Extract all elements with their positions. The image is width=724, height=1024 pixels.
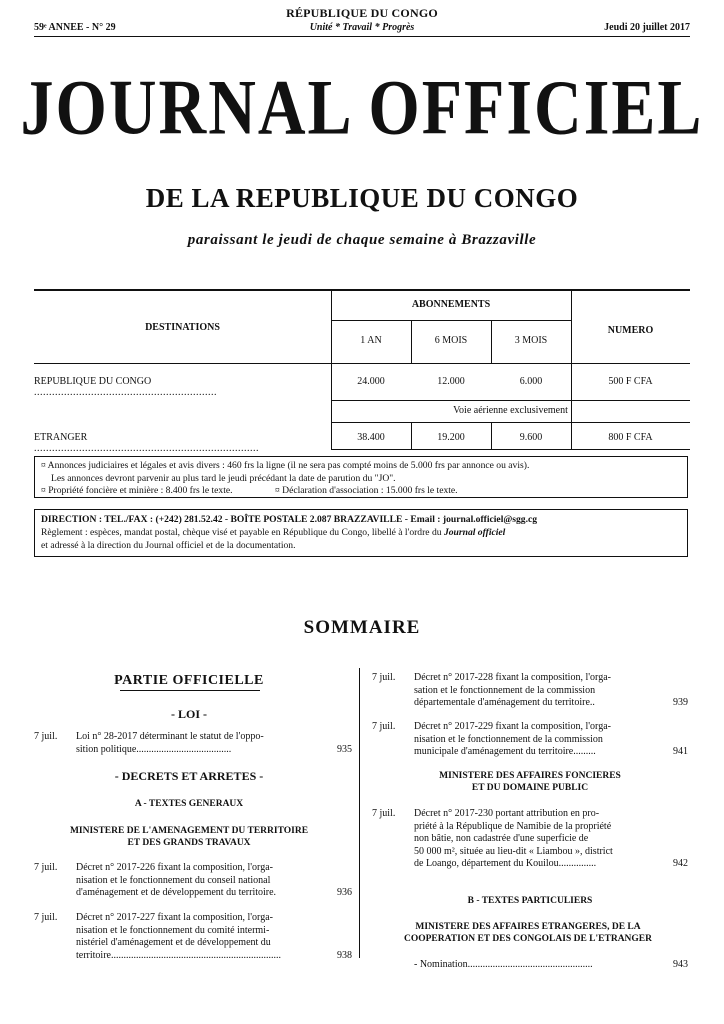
entry-line [76, 950, 281, 963]
entry-line: priété à la République de Namibie de la propriété [414, 820, 612, 832]
country-name: RÉPUBLIQUE DU CONGO [286, 6, 438, 20]
air-note: Voie aérienne exclusivement [453, 405, 568, 416]
etranger-6mois: 19.200 [437, 432, 465, 443]
ministere-line: COOPERATION ET DES CONGOLAIS DE L'ETRANGER [403, 934, 653, 944]
period-1an: 1 AN [360, 335, 382, 346]
table-hline [331, 449, 690, 450]
toc-entry-decret-228 [372, 672, 688, 712]
entry-line: Loi n° 28-2017 déterminant le statut de l'oppo- [76, 731, 264, 742]
destination-etranger [34, 432, 314, 454]
entry-line: Décret n° 2017-227 fixant la composition, l'orga- [76, 912, 273, 923]
entry-date: 7 juil. [372, 672, 396, 683]
entry-page: 939 [673, 697, 688, 708]
congo-6mois: 12.000 [437, 376, 465, 387]
etranger-numero: 800 F CFA [608, 432, 653, 443]
toc-entry-decret-229 [372, 721, 688, 761]
ministere-line: MINISTERE DES AFFAIRES ETRANGERES, DE LA [415, 922, 641, 932]
toc-entry-decret-230 [372, 808, 688, 874]
entry-line: Décret n° 2017-226 fixant la composition, l'orga- [76, 862, 273, 873]
entry-text: territoire [76, 949, 111, 961]
entry-line [76, 744, 231, 757]
entry-line: municipale d'aménagement du territoire......... [414, 746, 596, 757]
congo-1an: 24.000 [357, 376, 385, 387]
entry-page: 938 [337, 949, 352, 961]
congo-3mois: 6.000 [519, 376, 543, 387]
issue-date: Jeudi 20 juillet 2017 [604, 22, 690, 33]
toc-entry-decret-227 [34, 912, 352, 964]
header-rule [34, 36, 690, 37]
textes-generaux: A - TEXTES GENERAUX [134, 799, 244, 809]
destinations-header: DESTINATIONS [145, 322, 220, 333]
period-6mois: 6 MOIS [434, 335, 468, 346]
journal-subtitle: DE LA REPUBLIQUE DU CONGO [145, 183, 579, 213]
table-hline [331, 400, 690, 401]
notices-box [34, 456, 688, 498]
table-vline [331, 291, 332, 449]
leader-dots: ............................................................. [34, 387, 217, 398]
column-divider [359, 668, 360, 958]
issue-number: 59ᵉ ANNEE - N° 29 [34, 22, 116, 33]
national-motto: Unité * Travail * Progrès [309, 22, 415, 33]
leader-dots: ........................................................................... [34, 443, 259, 454]
notice-fees [41, 485, 681, 498]
journal-tagline: paraissant le jeudi de chaque semaine à Brazzaville [187, 232, 537, 248]
notice-association: ¤ Déclaration d'association : 15.000 frs le texte. [274, 485, 458, 496]
entry-page: 943 [673, 959, 688, 970]
leader-dots: .................................................. [467, 959, 593, 970]
entry-line: nisation et le fonctionnement de la commission [414, 733, 603, 745]
etranger-3mois: 9.600 [519, 432, 543, 443]
reglement-text: Règlement : espèces, mandat postal, chèque visé et payable en République du Congo, libellé à l'ordre du [41, 527, 444, 538]
entry-text: - Nomination [414, 959, 468, 970]
entry-page: 935 [337, 743, 352, 755]
entry-date: 7 juil. [372, 721, 396, 732]
entry-page: 936 [337, 887, 352, 898]
entry-line: départementale d'aménagement du territoire.. [414, 697, 595, 708]
congo-numero: 500 F CFA [608, 376, 653, 387]
ministere-foncieres [372, 770, 688, 794]
destination-label: ETRANGER [34, 432, 88, 443]
destination-congo [34, 376, 314, 398]
table-vline [571, 291, 572, 449]
table-hline [331, 320, 571, 321]
toc-entry-decret-226 [34, 862, 352, 902]
entry-line: sation et le fonctionnement de la commission [414, 684, 596, 696]
ministere-line: MINISTERE DES AFFAIRES FONCIERES [439, 771, 621, 781]
etranger-1an: 38.400 [357, 432, 385, 443]
entry-line: Décret n° 2017-229 fixant la composition, l'orga- [414, 721, 611, 732]
journal-name: Journal officiel [443, 527, 506, 538]
notice-deadline: Les annonces devront parvenir au plus tard le jeudi précédant la date de parution du "JO". [51, 472, 396, 484]
table-hline [34, 363, 690, 364]
decrets-header: - DECRETS ET ARRETES - [114, 769, 264, 783]
subscription-table [34, 289, 690, 454]
entry-date: 7 juil. [34, 862, 58, 873]
direction-contact: DIRECTION : TEL./FAX : (+242) 281.52.42 - BOÎTE POSTALE 2.087 BRAZZAVILLE - Email : journal.officiel@sgg.cg [41, 514, 538, 525]
toc-entry-nomination [372, 959, 688, 973]
toc-entry-loi [34, 731, 352, 759]
entry-line: Décret n° 2017-228 fixant la composition, l'orga- [414, 672, 611, 683]
entry-page: 942 [673, 858, 688, 869]
leader-dots: ...................................... [136, 743, 232, 755]
entry-line: d'aménagement et de développement du territoire. [76, 887, 277, 898]
ministere-line: ET DU DOMAINE PUBLIC [471, 783, 589, 793]
partie-officielle: PARTIE OFFICIELLE [114, 673, 264, 688]
entry-line: 50 000 m², située au lieu-dit « Liambou », district [414, 845, 613, 857]
table-hline [331, 422, 690, 423]
entry-line: Décret n° 2017-230 portant attribution en pro- [414, 808, 600, 819]
entry-line: non bâtie, non cadastrée d'une superficie de [414, 833, 589, 844]
period-3mois: 3 MOIS [514, 335, 548, 346]
entry-line [414, 959, 593, 972]
leader-dots: .................................................................... [110, 949, 281, 961]
sommaire-title: SOMMAIRE [303, 617, 421, 638]
entry-page: 941 [673, 746, 688, 757]
numero-header: NUMERO [607, 325, 654, 336]
entry-date: 7 juil. [372, 808, 396, 819]
direction-box [34, 509, 688, 557]
notice-annonces: ¤ Annonces judiciaires et légales et avis divers : 460 frs la ligne (il ne sera pas compté moins de 5.000 frs par annonce ou avis). [41, 460, 530, 471]
ministere-line: ET DES GRANDS TRAVAUX [127, 838, 251, 848]
journal-title: JOURNAL OFFICIEL [20, 65, 704, 152]
entry-text: sition politique [76, 743, 137, 755]
destination-label: REPUBLIQUE DU CONGO [34, 376, 152, 387]
entry-line: de Loango, département du Kouilou............... [414, 858, 597, 869]
ministere-amenagement [34, 825, 344, 849]
ministere-line: MINISTERE DE L'AMENAGEMENT DU TERRITOIRE [69, 826, 309, 836]
textes-particuliers: B - TEXTES PARTICULIERS [467, 896, 593, 906]
entry-date: 7 juil. [34, 731, 58, 742]
entry-date: 7 juil. [34, 912, 58, 923]
partie-rule [120, 690, 260, 691]
direction-reglement [41, 526, 681, 539]
ministere-etrangeres [364, 921, 692, 945]
entry-line: nisation et le fonctionnement du conseil national [76, 874, 271, 886]
entry-line: nisation et le fonctionnement du comité intermi- [76, 924, 270, 936]
entry-line: nistériel d'aménagement et de développement du [76, 937, 271, 948]
loi-header: - LOI - [171, 707, 207, 721]
abonnements-header: ABONNEMENTS [411, 299, 491, 310]
notice-propriete: ¤ Propriété foncière et minière : 8.400 frs le texte. [41, 485, 233, 496]
direction-address: et adressé à la direction du Journal officiel et de la documentation. [41, 540, 296, 551]
